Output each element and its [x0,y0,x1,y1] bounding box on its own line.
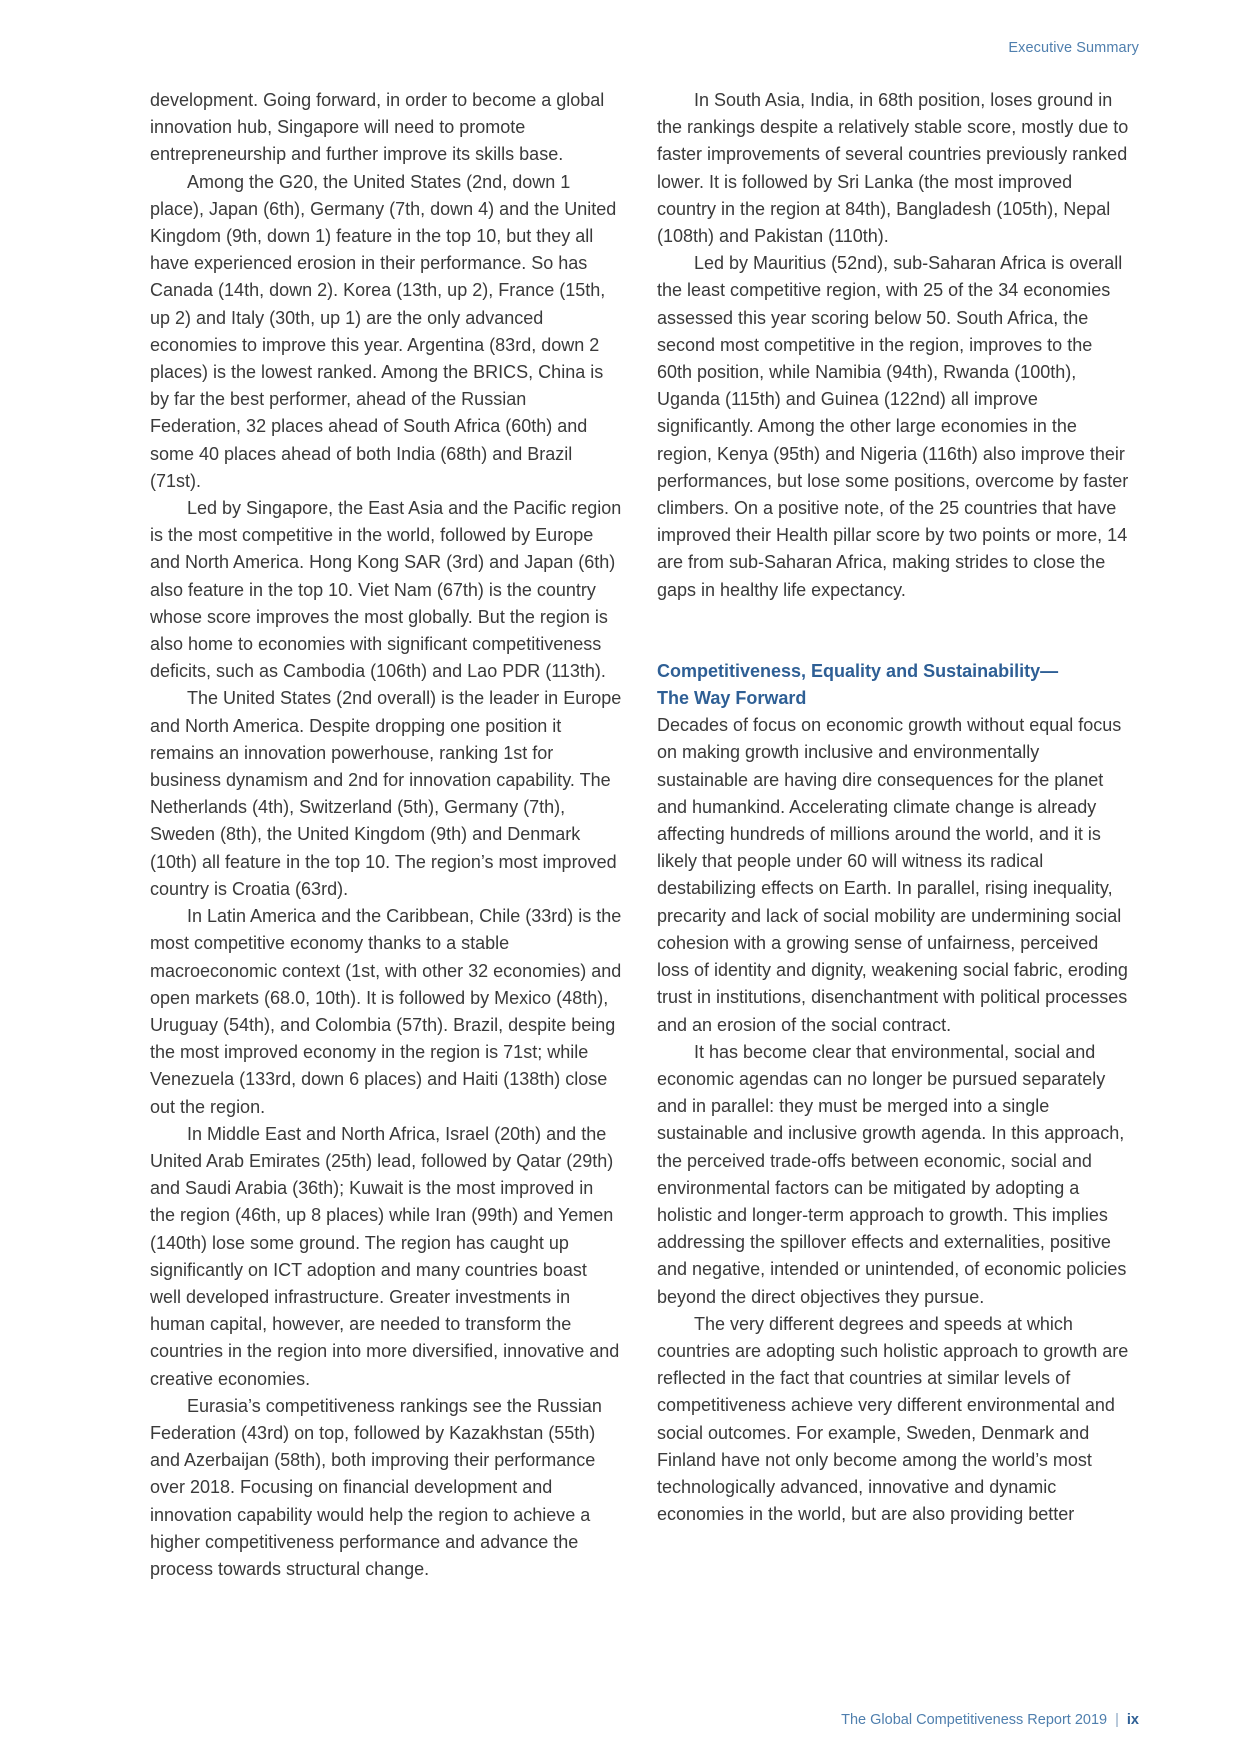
paragraph: Among the G20, the United States (2nd, down 1 place), Japan (6th), Germany (7th, down 4) and the United Kingdom (9th, down 1) feature in the top 10, but they all have experienced erosion in their performance. So has Canada (14th, down 2). Korea (13th, up 2), France (15th, up 2) and Italy (30th, up 1) are the only advanced economies to improve this year. Argentina (83rd, down 2 places) is the lowest ranked. Among the BRICS, China is by far the best performer, ahead of the Russian Federation, 32 places ahead of South Africa (60th) and some 40 places ahead of both India (68th) and Brazil (71st). [150,171,617,491]
paragraph: In Latin America and the Caribbean, Chile (33rd) is the most competitive economy thanks to a stable macroeconomic context (1st, with other 32 economies) and open markets (68.0, 10th). It is followed by Mexico (48th), Uruguay (54th), and Colombia (57th). Brazil, despite being the most improved economy in the region is 71st; while Venezuela (133rd, down 6 places) and Haiti (138th) close out the region. [150,906,622,1117]
section-heading-line-1: Competitiveness, Equality and Sustainability— [657,660,1059,681]
paragraph: Led by Mauritius (52nd), sub-Saharan Africa is overall the least competitive region, with 25 of the 34 economies assessed this year scoring below 50. South Africa, the second most competitive in the region, improves to the 60th position, while Namibia (94th), Rwanda (100th), Uganda (115th) and Guinea (122nd) all improve significantly. Among the other large economies in the region, Kenya (95th) and Nigeria (116th) also improve their performances, but lose some positions, overcome by faster climbers. On a positive note, of the 25 countries that have improved their Health pillar score by two points or more, 14 are from sub-Saharan Africa, making strides to close the gaps in healthy life expectancy. [657,253,1129,600]
paragraph: Led by Singapore, the East Asia and the Pacific region is the most competitive in the world, followed by Europe and North America. Hong Kong SAR (3rd) and Japan (6th) also feature in the top 10. Viet Nam (67th) is the country whose score improves the most globally. But the region is also home to economies with significant competitiveness deficits, such as Cambodia (106th) and Lao PDR (113th). [150,498,622,682]
right-column [657,87,1129,1528]
page-number: ix [1126,1712,1139,1728]
page-footer [841,1712,1139,1728]
paragraph: Eurasia’s competitiveness rankings see the Russian Federation (43rd) on top, followed by Kazakhstan (55th) and Azerbaijan (58th), both improving their performance over 2018. Focusing on financial development and innovation capability would help the region to achieve a higher competitiveness performance and advance the process towards structural change. [150,1395,602,1579]
report-title: The Global Competitiveness Report 2019 [841,1712,1108,1728]
paragraph: development. Going forward, in order to become a global innovation hub, Singapore will need to promote entrepreneurship and further improve its skills base. [150,90,605,165]
paragraph: The very different degrees and speeds at which countries are adopting such holistic approach to growth are reflected in the fact that countries at similar levels of competitiveness achieve very different environmental and social outcomes. For example, Sweden, Denmark and Finland have not only become among the world’s most technologically advanced, innovative and dynamic economies in the world, but are also providing better [657,1313,1129,1525]
paragraph: The United States (2nd overall) is the leader in Europe and North America. Despite dropping one position it remains an innovation powerhouse, ranking 1st for business dynamism and 2nd for innovation capability. The Netherlands (4th), Switzerland (5th), Germany (7th), Sweden (8th), the United Kingdom (9th) and Denmark (10th) all feature in the top 10. The region’s most improved country is Croatia (63rd). [150,688,622,899]
paragraph: In Middle East and North Africa, Israel (20th) and the United Arab Emirates (25th) lead, followed by Qatar (29th) and Saudi Arabia (36th); Kuwait is the most improved in the region (46th, up 8 places) while Iran (99th) and Yemen (140th) lose some ground. The region has caught up significantly on ICT adoption and many countries boast well developed infrastructure. Greater investments in human capital, however, are needed to transform the countries in the region into more diversified, innovative and creative economies. [150,1123,620,1389]
running-head: Executive Summary [1008,40,1139,56]
section-spacer [657,604,1129,658]
section-heading [657,658,1129,712]
paragraph: In South Asia, India, in 68th position, loses ground in the rankings despite a relatively stable score, mostly due to faster improvements of several countries previously ranked lower. It is followed by Sri Lanka (the most improved country in the region at 84th), Bangladesh (105th), Nepal (108th) and Pakistan (110th). [657,90,1129,247]
paragraph: It has become clear that environmental, social and economic agendas can no longer be pursued separately and in parallel: they must be merged into a single sustainable and inclusive growth agenda. In this approach, the perceived trade-offs between economic, social and environmental factors can be mitigated by adopting a holistic and longer-term approach to growth. This implies addressing the spillover effects and externalities, positive and negative, intended or unintended, of economic policies beyond the direct objectives they pursue. [657,1041,1127,1307]
paragraph: Decades of focus on economic growth without equal focus on making growth inclusive and environmentally sustainable are having dire consequences for the planet and humankind. Accelerating climate change is already affecting hundreds of millions around the world, and it is likely that people under 60 will witness its radical destabilizing effects on Earth. In parallel, rising inequality, precarity and lack of social mobility are undermining social cohesion with a growing sense of unfairness, perceived loss of identity and dignity, weakening social fabric, eroding trust in institutions, disenchantment with political processes and an erosion of the social contract. [657,715,1128,1035]
footer-separator: | [1115,1712,1119,1728]
section-heading-line-2: The Way Forward [657,688,807,709]
left-column [150,87,622,1583]
